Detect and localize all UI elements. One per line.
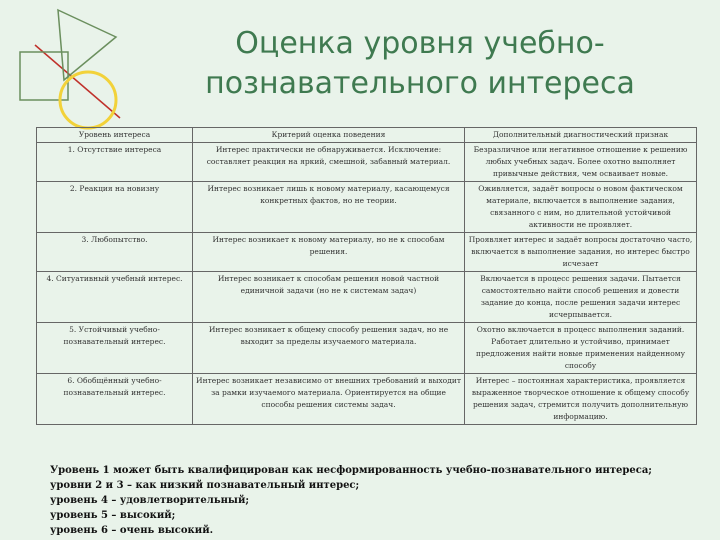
cell-level: 1. Отсутствие интереса [37, 143, 193, 182]
header-sign: Дополнительный диагностический признак [465, 128, 697, 143]
cell-sign: Проявляет интерес и задаёт вопросы достаточно часто, включается в выполнение задания, но интерес быстро исчезает [465, 233, 697, 272]
cell-sign: Интерес – постоянная характеристика, проявляется выраженное творческое отношение к общему способу решения задач, стремится получить дополнительную информацию. [465, 374, 697, 425]
cell-level: 5. Устойчивый учебно-познавательный интерес. [37, 323, 193, 374]
cell-level: 4. Ситуативный учебный интерес. [37, 272, 193, 323]
triangle-shape [58, 10, 116, 80]
cell-criterion: Интерес возникает к общему способу решения задач, но не выходит за пределы изучаемого материала. [193, 323, 465, 374]
note-line: уровень 6 – очень высокий. [50, 525, 214, 536]
table-row [37, 374, 697, 425]
cell-criterion: Интерес возникает к способам решения новой частной единичной задачи (но не к системам задач) [193, 272, 465, 323]
cell-sign: Охотно включается в процесс выполнения заданий. Работает длительно и устойчиво, принимает предложения найти новые применения найденному способу [465, 323, 697, 374]
table-row [37, 143, 697, 182]
decorative-shapes [0, 0, 150, 130]
table-header-row [37, 128, 697, 143]
interest-level-table [36, 127, 697, 425]
cell-criterion: Интерес практически не обнаруживается. Исключение: составляет реакция на яркий, смешной, забавный материал. [193, 143, 465, 182]
page-title-line2: познавательного интереса [205, 66, 635, 101]
page-title [150, 24, 690, 104]
header-criterion: Критерий оценка поведения [193, 128, 465, 143]
header-level: Уровень интереса [37, 128, 193, 143]
note-line: Уровень 1 может быть квалифицирован как несформированность учебно-познавательного интереса; [50, 465, 652, 476]
note-line: уровень 4 – удовлетворительный; [50, 495, 250, 506]
level-notes [50, 463, 700, 538]
table-row [37, 182, 697, 233]
cell-criterion: Интерес возникает к новому материалу, но не к способам решения. [193, 233, 465, 272]
cell-sign: Безразличное или негативное отношение к решению любых учебных задач. Более охотно выполняет привычные действия, чем осваивает новые. [465, 143, 697, 182]
note-line: уровень 5 – высокий; [50, 510, 176, 521]
table-row [37, 233, 697, 272]
note-line: уровни 2 и 3 – как низкий познавательный интерес; [50, 480, 360, 491]
page-title-line1: Оценка уровня учебно- [235, 26, 605, 61]
table-row [37, 272, 697, 323]
cell-criterion: Интерес возникает лишь к новому материалу, касающемуся конкретных фактов, но не теории. [193, 182, 465, 233]
cell-criterion: Интерес возникает независимо от внешних требований и выходит за рамки изучаемого материала. Ориентируется на общие способы решения системы задач. [193, 374, 465, 425]
cell-sign: Оживляется, задаёт вопросы о новом фактическом материале, включается в выполнение задания, связанного с ним, но длительной устойчивой активности не проявляет. [465, 182, 697, 233]
cell-sign: Включается в процесс решения задачи. Пытается самостоятельно найти способ решения и довести задание до конца, после решения задачи интерес исчерпывается. [465, 272, 697, 323]
cell-level: 3. Любопытство. [37, 233, 193, 272]
table-row [37, 323, 697, 374]
cell-level: 2. Реакция на новизну [37, 182, 193, 233]
cell-level: 6. Обобщённый учебно-познавательный интерес. [37, 374, 193, 425]
